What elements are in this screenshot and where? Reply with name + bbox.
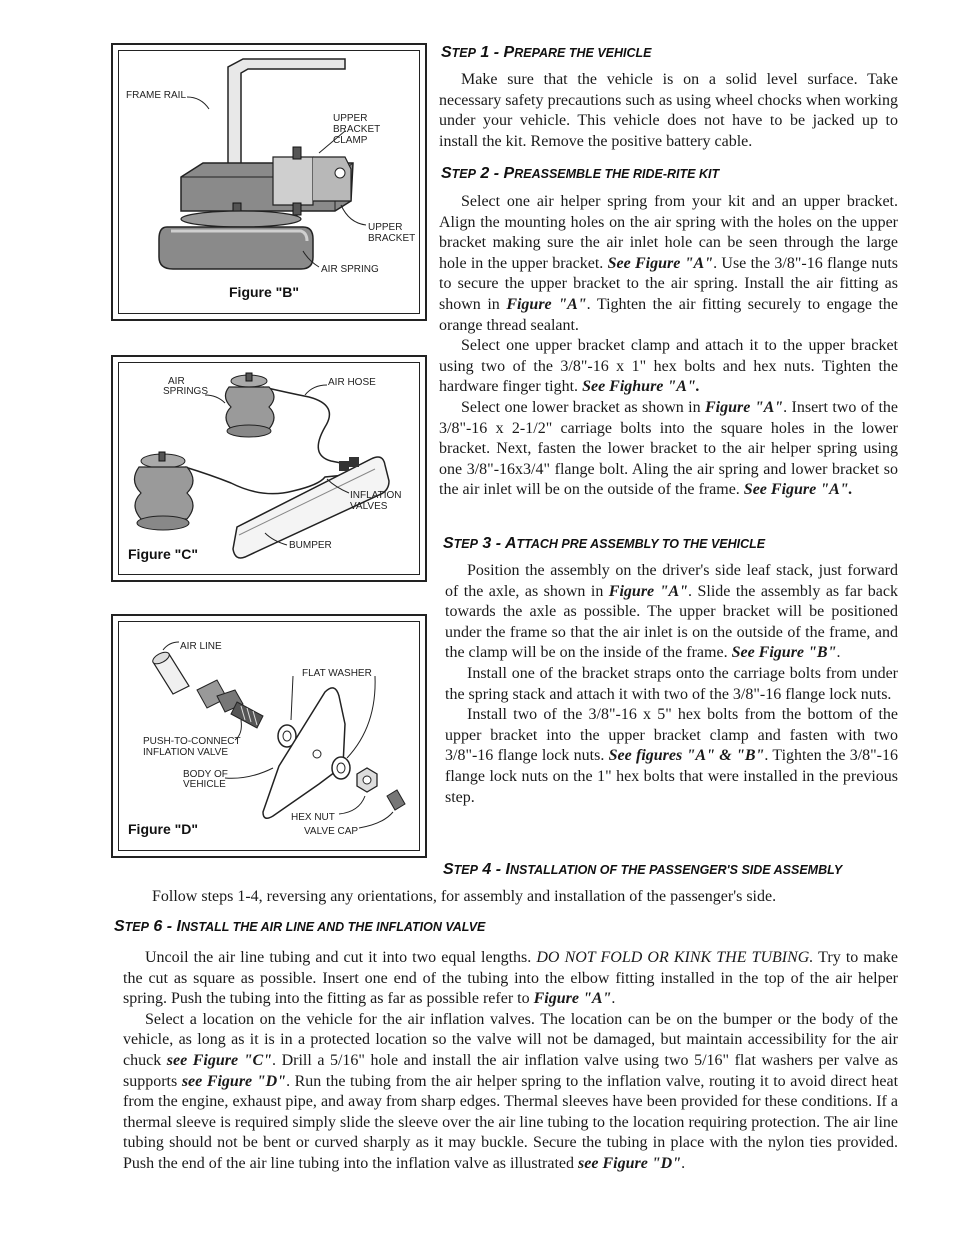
step-1-body (439, 70, 898, 152)
figure-c (111, 355, 427, 582)
figure-b-illustration (113, 45, 429, 323)
step-2-heading: STEP 2 - PREASSEMBLE THE RIDE-RITE KIT (441, 165, 720, 182)
label-push-to-connect: PUSH-TO-CONNECT INFLATION VALVE (143, 736, 241, 758)
label-flat-washer: FLAT WASHER (302, 668, 372, 679)
step-6-paragraph-2: Select a location on the vehicle for the air inflation valves. The location can be on the bumper or the body of the vehicle, as long as it is in a protected location so the valve will not be damaged, but maintain accessibility for the air chuck see Figure "C". Drill a 5/16" hole and install the air inflation valve using two 5/16" flat washers per valve as supports see Figure "D". Run the tubing from the air helper spring to the inflation valve, routing it to avoid direct heat from the engine, exhaust pipe, and away from sharp edges. Thermal sleeves have been provided for these conditions. If a thermal sleeve is required simply slide the sleeve over the air line tubing to the location requiring protection. The air line tubing should not be bent or curved sharply as it may buckle. Secure the tubing in place with the nylon ties provided. Push the end of the air line tubing into the inflation valve as illustrated see Figure "D". (123, 1010, 899, 1172)
label-inflation-valves: INFLATION VALVES (350, 490, 402, 512)
label-air-line: AIR LINE (180, 641, 222, 652)
step-3-paragraph-3: Install two of the 3/8"-16 x 5" hex bolts from the bottom of the upper bracket into the upper bracket clamp and fasten with two 3/8"-16 flange lock nuts. See figures "A" & "B". Tighten the 3/8"-16 flange lock nuts on the 1" hex bolts that were installed in the previous step. (445, 706, 899, 806)
step-3-body (445, 561, 898, 808)
step-2-body (439, 192, 898, 501)
step-3-heading: STEP 3 - ATTACH PRE ASSEMBLY TO THE VEHICLE (443, 535, 766, 552)
label-air-spring: AIR SPRING (321, 264, 379, 275)
step-6-paragraph-1: Uncoil the air line tubing and cut it into two equal lengths. DO NOT FOLD OR KINK THE TUBING. Try to make the cut as square as possible. Insert one end of the tubing into the elbow fitting installed in the top of the air helper spring. Push the tubing into the fitting as far as possible refer to Figure "A". (123, 949, 899, 1008)
label-air-hose: AIR HOSE (328, 377, 376, 388)
figure-c-caption: Figure "C" (128, 546, 199, 562)
label-body-of-vehicle: BODY OF VEHICLE (183, 769, 228, 790)
step-2-paragraph-1: Select one air helper spring from your kit and an upper bracket. Align the mounting holes on the air spring with the holes on the upper bracket making sure the air inlet hole can be seen through the large hole in the upper bracket. See Figure "A". Use the 3/8"-16 flange nuts to secure the upper bracket to the air spring. Install the air fitting as shown in Figure "A". Tighten the air fitting securely to engage the orange thread sealant. (439, 193, 899, 334)
step-1-heading: STEP 1 - PREPARE THE VEHICLE (441, 44, 652, 61)
label-hex-nut: HEX NUT (291, 812, 335, 823)
step-4-heading: STEP 4 - INSTALLATION OF THE PASSENGER'S SIDE ASSEMBLY (443, 861, 843, 878)
label-upper-bracket-clamp: UPPER BRACKET CLAMP (333, 113, 381, 146)
figure-b (111, 43, 427, 321)
label-frame-rail: FRAME RAIL (126, 90, 187, 101)
label-air-springs: AIR SPRINGS (163, 376, 209, 397)
figure-b-caption: Figure "B" (229, 284, 300, 300)
step-2-paragraph-3: Select one lower bracket as shown in Figure "A". Insert two of the 3/8"-16 x 2-1/2" carriage bolts into the square holes in the lower bracket. Next, fasten the lower bracket to the air helper spring using one 3/8"-16x3/4" flange bolt. Aling the air spring and lower bracket so the air inlet will be on the outside of the frame. See Figure "A". (439, 398, 898, 499)
step-3-paragraph-1: Position the assembly on the driver's side leaf stack, just forward of the axle, as shown in Figure "A". Slide the assembly as far back towards the axle as possible. The upper bracket will be positioned under the frame so that the air inlet is on the outside of the frame, and the clamp will be on the inside of the frame. See Figure "B". (445, 562, 899, 662)
step-6-body (123, 948, 898, 1175)
label-valve-cap: VALVE CAP (304, 826, 359, 837)
step-2-paragraph-2: Select one upper bracket clamp and attach it to the upper bracket using two of the 3/8"-16 x 1" hex bolts and hex nuts. Tighten the hardware finger tight. See Fighure "A". (439, 337, 898, 396)
step-1-paragraph: Make sure that the vehicle is on a solid level surface. Take necessary safety precautions such as using wheel chocks when working under your vehicle. This vehicle does not have to be jacked up to install the kit. Remove the positive battery cable. (439, 71, 898, 150)
label-bumper: BUMPER (289, 540, 332, 551)
step-4-body (152, 887, 912, 908)
figure-d (111, 614, 427, 858)
step-4-paragraph: Follow steps 1-4, reversing any orientations, for assembly and installation of the passenger's side. (152, 888, 777, 905)
step-6-heading: STEP 6 - INSTALL THE AIR LINE AND THE INFLATION VALVE (114, 918, 486, 935)
figure-d-caption: Figure "D" (128, 821, 199, 837)
label-upper-bracket: UPPER BRACKET (368, 222, 416, 244)
step-3-paragraph-2: Install one of the bracket straps onto the carriage bolts from under the spring stack and attach it with two of the 3/8"-16 flange lock nuts. (445, 664, 898, 703)
